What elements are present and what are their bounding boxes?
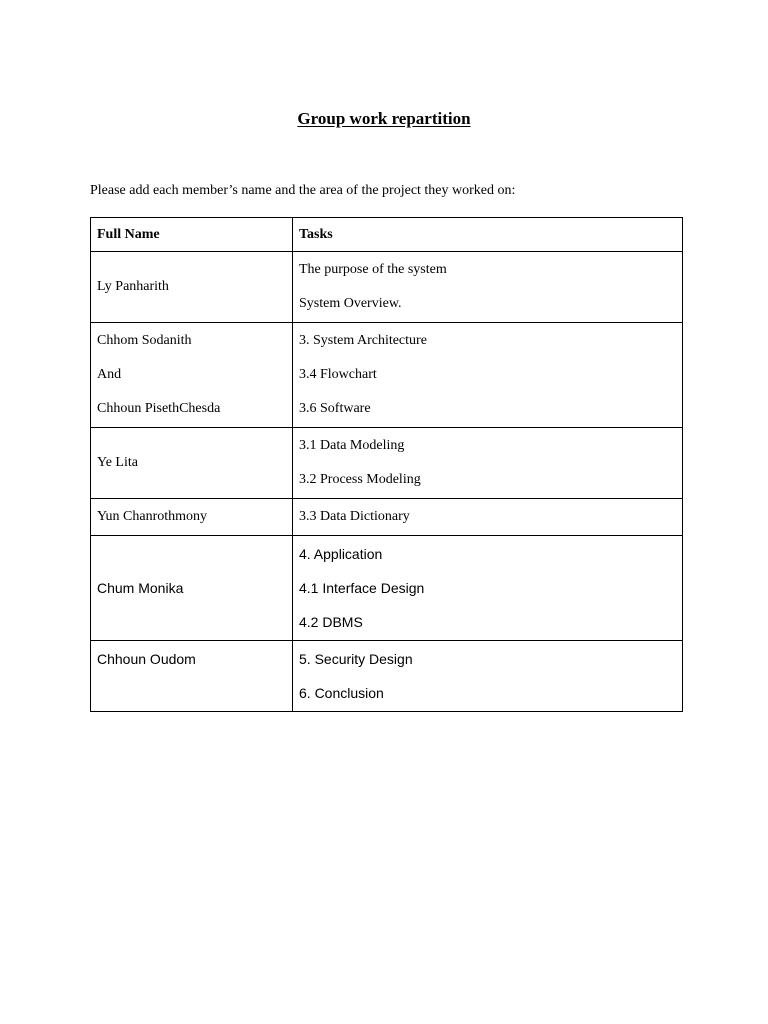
task-item: 3.1 Data Modeling xyxy=(299,438,405,453)
table-row xyxy=(91,499,683,536)
document-title xyxy=(0,108,768,130)
task-item: 4.1 Interface Design xyxy=(299,580,425,596)
table-header-row xyxy=(91,218,683,252)
tasks-cell xyxy=(293,499,683,536)
member-name: Chum Monika xyxy=(97,580,184,596)
tasks-cell xyxy=(293,536,683,641)
member-name-cell xyxy=(91,428,293,499)
tasks-cell xyxy=(293,641,683,712)
header-full-name: Full Name xyxy=(91,218,293,252)
member-name: Ye Lita xyxy=(97,455,138,470)
member-name: Yun Chanrothmony xyxy=(97,509,208,524)
member-name: Chhoun PisethChesda xyxy=(97,401,221,416)
task-item: The purpose of the system xyxy=(299,262,447,277)
document-title-text: Group work repartition xyxy=(297,109,471,128)
tasks-cell xyxy=(293,428,683,499)
task-item: 3.6 Software xyxy=(299,401,371,416)
task-item: 3.2 Process Modeling xyxy=(299,472,421,487)
task-item: 4. Application xyxy=(299,546,383,562)
member-name-cell xyxy=(91,252,293,323)
task-item: 3.4 Flowchart xyxy=(299,367,377,382)
task-item: 5. Security Design xyxy=(299,651,413,667)
member-name: Ly Panharith xyxy=(97,279,169,294)
member-name-cell xyxy=(91,641,293,712)
task-item: 3. System Architecture xyxy=(299,333,427,348)
task-item: 3.3 Data Dictionary xyxy=(299,509,410,524)
member-name: Chhoun Oudom xyxy=(97,651,196,667)
table-row xyxy=(91,428,683,499)
member-name-conjunction: And xyxy=(97,367,122,382)
member-name: Chhom Sodanith xyxy=(97,333,192,348)
task-item: System Overview. xyxy=(299,296,402,311)
task-item: 4.2 DBMS xyxy=(299,614,363,630)
instruction-text: Please add each member’s name and the area of the project they worked on: xyxy=(90,183,516,198)
work-repartition-table xyxy=(90,217,683,712)
member-name-cell xyxy=(91,323,293,428)
member-name-cell xyxy=(91,536,293,641)
header-tasks: Tasks xyxy=(293,218,683,252)
tasks-cell xyxy=(293,252,683,323)
table-row xyxy=(91,641,683,712)
table-row xyxy=(91,323,683,428)
tasks-cell xyxy=(293,323,683,428)
table-row xyxy=(91,536,683,641)
table-row xyxy=(91,252,683,323)
task-item: 6. Conclusion xyxy=(299,685,384,701)
member-name-cell xyxy=(91,499,293,536)
